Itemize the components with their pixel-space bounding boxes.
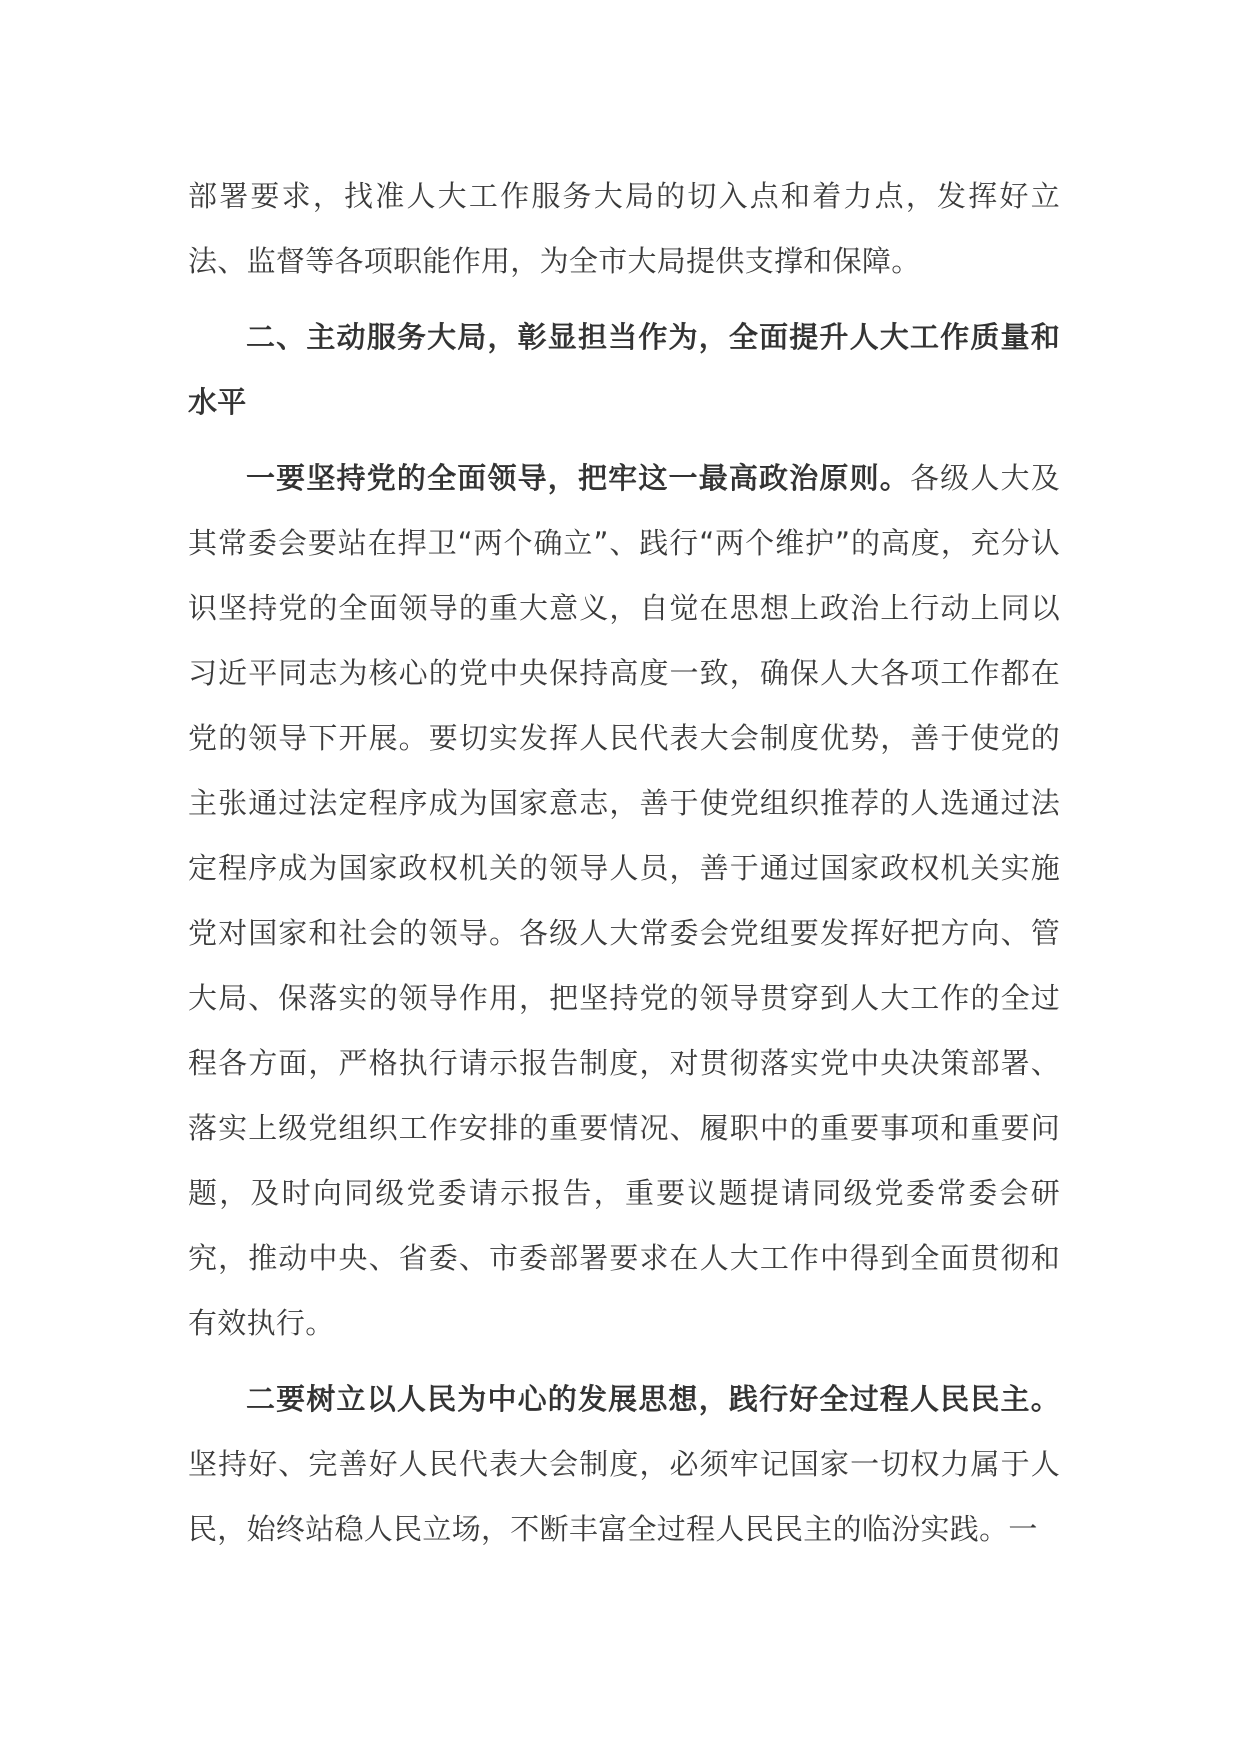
point-2-lead: 二要树立以人民为中心的发展思想，践行好全过程人民民主。	[246, 1382, 1060, 1416]
paragraph-point-2	[188, 1367, 1060, 1562]
section-heading: 二、主动服务大局，彰显担当作为，全面提升人大工作质量和水平	[188, 320, 1060, 419]
paragraph-point-1	[188, 446, 1060, 1356]
point-2-body: 坚持好、完善好人民代表大会制度，必须牢记国家一切权力属于人民，始终站稳人民立场，不断丰富全过程人民民主的临汾实践。一	[188, 1447, 1060, 1546]
document-page	[188, 164, 1060, 1562]
point-1-lead: 一要坚持党的全面领导，把牢这一最高政治原则。	[246, 461, 910, 495]
point-1-body: 各级人大及其常委会要站在捍卫“两个确立”、践行“两个维护”的高度，充分认识坚持党的全面领导的重大意义，自觉在思想上政治上行动上同以习近平同志为核心的党中央保持高度一致，确保人大各项工作都在党的领导下开展。要切实发挥人民代表大会制度优势，善于使党的主张通过法定程序成为国家意志，善于使党组织推荐的人选通过法定程序成为国家政权机关的领导人员，善于通过国家政权机关实施党对国家和社会的领导。各级人大常委会党组要发挥好把方向、管大局、保落实的领导作用，把坚持党的领导贯穿到人大工作的全过程各方面，严格执行请示报告制度，对贯彻落实党中央决策部署、落实上级党组织工作安排的重要情况、履职中的重要事项和重要问题，及时向同级党委请示报告，重要议题提请同级党委常委会研究，推动中央、省委、市委部署要求在人大工作中得到全面贯彻和有效执行。	[188, 461, 1060, 1340]
paragraph-continued: 部署要求，找准人大工作服务大局的切入点和着力点，发挥好立法、监督等各项职能作用，为全市大局提供支撑和保障。	[188, 179, 1060, 278]
